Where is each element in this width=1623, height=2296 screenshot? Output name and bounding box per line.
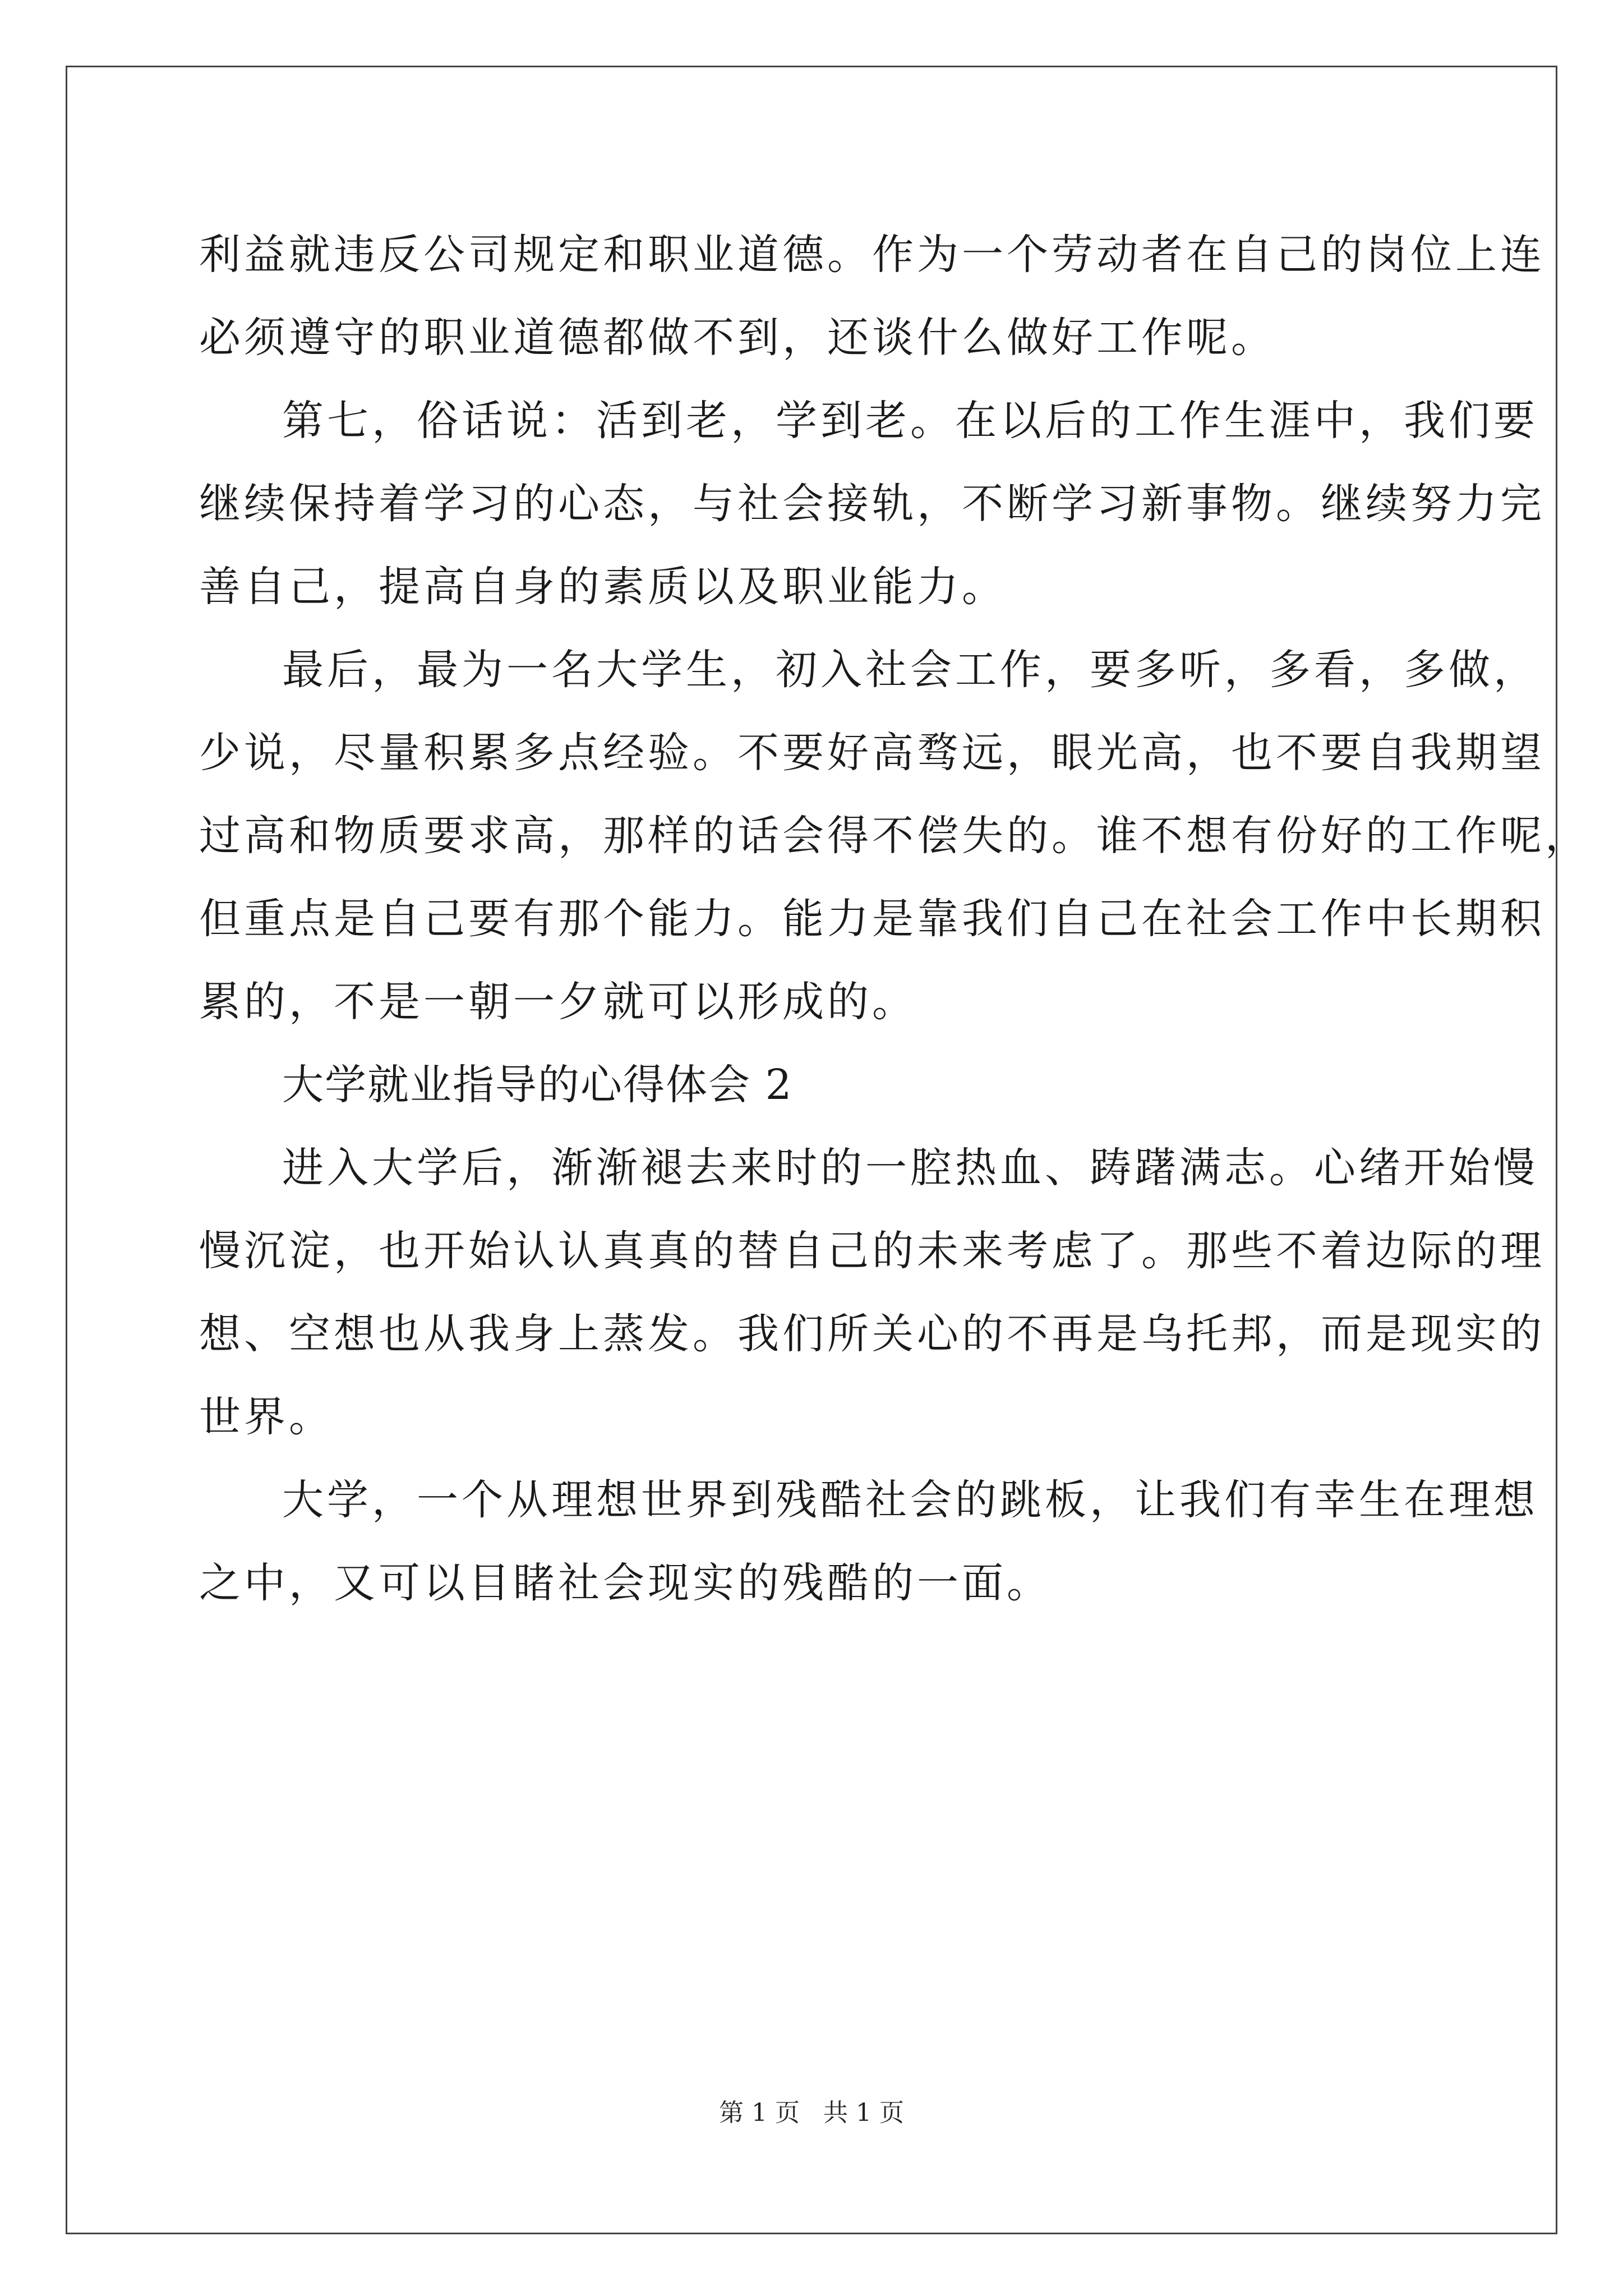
paragraph-start-line: 进入大学后，渐渐褪去来时的一腔热血、踌躇满志。心绪开始慢: [282, 1144, 1538, 1192]
text-line: 善自己，提高自身的素质以及职业能力。: [199, 563, 1007, 611]
text-line: 继续保持着学习的心态，与社会接轨，不断学习新事物。继续努力完: [199, 480, 1545, 528]
text-line: 世界。: [199, 1393, 334, 1441]
document-body: [199, 213, 1590, 1625]
paragraph-start-line: 最后，最为一名大学生，初入社会工作，要多听，多看，多做，: [282, 646, 1538, 694]
text-line: 利益就违反公司规定和职业道德。作为一个劳动者在自己的岗位上连: [199, 231, 1545, 279]
text-line: 但重点是自己要有那个能力。能力是靠我们自己在社会工作中长期积: [199, 895, 1545, 943]
paragraph-start-line: 大学，一个从理想世界到残酷社会的跳板，让我们有幸生在理想: [282, 1476, 1538, 1524]
text-line: 过高和物质要求高，那样的话会得不偿失的。谁不想有份好的工作呢，: [199, 812, 1590, 860]
text-line: 必须遵守的职业道德都做不到，还谈什么做好工作呢。: [199, 314, 1276, 362]
text-line: 之中，又可以目睹社会现实的残酷的一面。: [199, 1559, 1052, 1607]
text-line: 想、空想也从我身上蒸发。我们所关心的不再是乌托邦，而是现实的: [199, 1310, 1545, 1358]
paragraph-start-line: 第七，俗话说：活到老，学到老。在以后的工作生涯中，我们要: [282, 397, 1538, 445]
text-line: 累的，不是一朝一夕就可以形成的。: [199, 978, 917, 1026]
text-line: 少说，尽量积累多点经验。不要好高骛远，眼光高，也不要自我期望: [199, 729, 1545, 777]
page-number-footer: 第 1 页 共 1 页: [719, 2099, 904, 2127]
text-line: 慢沉淀，也开始认认真真的替自己的未来考虑了。那些不着边际的理: [199, 1227, 1545, 1275]
section-heading: 大学就业指导的心得体会 2: [282, 1061, 793, 1109]
